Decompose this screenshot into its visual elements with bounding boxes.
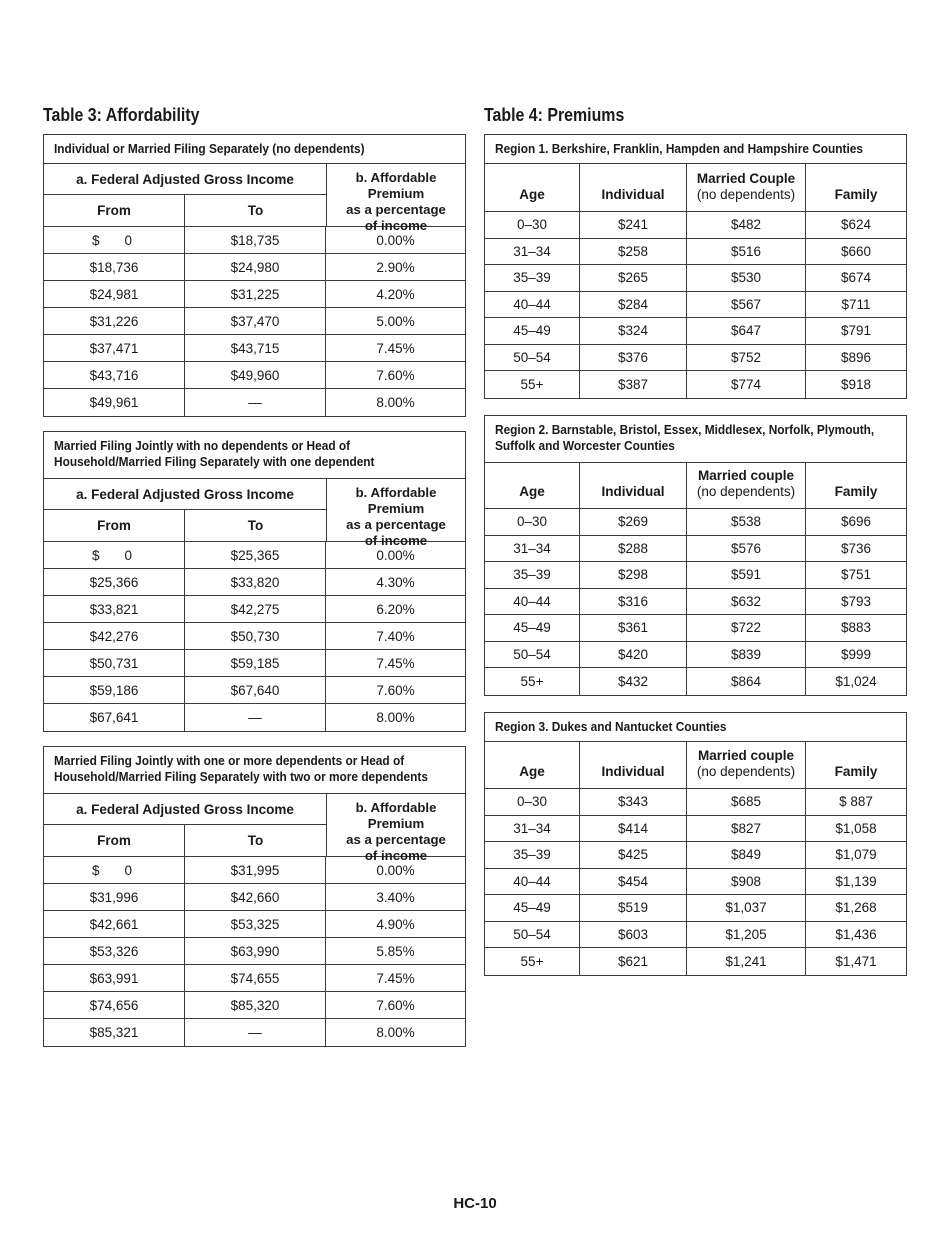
age-cell: 31–34	[485, 536, 580, 562]
married-cell: $908	[687, 869, 806, 895]
col-agi-label: a. Federal Adjusted Gross Income	[44, 479, 326, 510]
individual-cell: $298	[580, 562, 687, 588]
individual-cell: $269	[580, 509, 687, 535]
table-row	[485, 239, 906, 266]
percent-cell: 7.45%	[376, 970, 415, 986]
married-cell: $722	[687, 615, 806, 641]
age-cell: 55+	[485, 668, 580, 695]
table-body	[44, 227, 465, 416]
col-premium-label: b. Affordable Premium as a percentage of income	[326, 164, 465, 226]
percent-cell: 0.00%	[376, 232, 415, 248]
col-from-label: From	[44, 825, 185, 856]
age-cell: 45–49	[485, 615, 580, 641]
percent-cell: 3.40%	[376, 889, 415, 905]
from-cell: $63,991	[44, 965, 185, 991]
col-individual-label: Individual	[580, 742, 687, 788]
married-cell: $1,037	[687, 895, 806, 921]
from-cell	[44, 857, 185, 883]
to-cell: $18,735	[185, 227, 326, 253]
col-to-label: To	[247, 203, 264, 218]
family-cell: $674	[840, 270, 872, 286]
table-body	[44, 857, 465, 1046]
from-cell: $74,656	[44, 992, 185, 1018]
percent-cell: 4.30%	[376, 574, 415, 590]
from-cell: $37,471	[44, 335, 185, 361]
from-amount: 0	[124, 547, 132, 563]
family-cell: $1,024	[835, 673, 877, 689]
individual-cell: $241	[580, 212, 687, 238]
age-cell: 40–44	[485, 869, 580, 895]
table-body	[44, 542, 465, 731]
married-cell: $774	[687, 371, 806, 398]
individual-cell: $343	[580, 789, 687, 815]
to-cell: $50,730	[185, 623, 326, 649]
percent-cell: 7.45%	[376, 340, 415, 356]
family-cell: $ 887	[839, 794, 873, 810]
married-cell: $647	[687, 318, 806, 344]
table-body	[485, 789, 906, 975]
age-cell: 45–49	[485, 895, 580, 921]
col-individual-label: Individual	[580, 463, 687, 508]
age-cell: 40–44	[485, 292, 580, 318]
married-cell: $827	[687, 816, 806, 842]
married-cell: $482	[687, 212, 806, 238]
family-cell: $1,268	[835, 900, 877, 916]
individual-cell: $414	[580, 816, 687, 842]
family-cell: $793	[840, 593, 872, 609]
age-cell: 35–39	[485, 562, 580, 588]
age-cell: 0–30	[485, 212, 580, 238]
table-row	[44, 569, 465, 596]
age-cell: 45–49	[485, 318, 580, 344]
table-row	[44, 884, 465, 911]
table-row	[485, 292, 906, 319]
individual-cell: $621	[580, 948, 687, 975]
age-cell: 31–34	[485, 239, 580, 265]
table-row	[44, 677, 465, 704]
individual-cell: $603	[580, 922, 687, 948]
from-cell	[44, 542, 185, 568]
percent-cell: 8.00%	[376, 395, 415, 410]
percent-cell: 7.60%	[376, 682, 415, 698]
premium-region-3	[484, 712, 907, 976]
to-cell: $42,660	[185, 884, 326, 910]
individual-cell: $265	[580, 265, 687, 291]
affordability-table-3	[43, 746, 466, 1047]
family-cell: $791	[840, 323, 872, 339]
table-header	[485, 742, 906, 789]
table-row	[485, 842, 906, 869]
to-cell: $59,185	[185, 650, 326, 676]
age-cell: 55+	[485, 948, 580, 975]
from-cell: $24,981	[44, 281, 185, 307]
percent-cell: 7.40%	[376, 628, 415, 644]
from-amount: 0	[124, 862, 132, 878]
individual-cell: $316	[580, 589, 687, 615]
percent-cell: 7.45%	[376, 655, 415, 671]
individual-cell: $258	[580, 239, 687, 265]
percent-cell: 2.90%	[376, 259, 415, 275]
currency-symbol: $	[92, 862, 100, 878]
from-cell: $42,276	[44, 623, 185, 649]
from-cell: $18,736	[44, 254, 185, 280]
from-cell: $53,326	[44, 938, 185, 964]
table-header	[44, 479, 465, 548]
to-cell: $85,320	[185, 992, 326, 1018]
premium-region-2	[484, 415, 907, 696]
percent-cell: 8.00%	[376, 710, 415, 725]
married-cell: $685	[687, 789, 806, 815]
table-header	[44, 794, 465, 863]
to-cell: $25,365	[185, 542, 326, 568]
from-cell: $59,186	[44, 677, 185, 703]
family-cell: $1,058	[835, 820, 877, 836]
table-caption: Region 3. Dukes and Nantucket Counties	[485, 713, 906, 742]
col-married-label: Married couple (no dependents)	[687, 742, 806, 788]
to-cell: $33,820	[185, 569, 326, 595]
col-agi-label: a. Federal Adjusted Gross Income	[44, 794, 326, 825]
to-cell: $31,995	[185, 857, 326, 883]
col-married-label: Married couple (no dependents)	[687, 463, 806, 508]
table-caption: Individual or Married Filing Separately (no dependents)	[44, 135, 465, 164]
married-cell: $839	[687, 642, 806, 668]
family-cell: $1,079	[835, 847, 877, 863]
percent-cell: 5.85%	[376, 943, 415, 959]
table-row	[485, 642, 906, 669]
family-cell: $1,436	[835, 926, 877, 942]
col-family-label: Family	[834, 484, 878, 499]
to-cell: —	[185, 1019, 326, 1046]
family-cell: $660	[840, 243, 872, 259]
table-header	[485, 463, 906, 509]
premium-region-1	[484, 134, 907, 399]
table-row	[44, 965, 465, 992]
table-row	[485, 948, 906, 975]
table-row	[44, 335, 465, 362]
affordability-table-2	[43, 431, 466, 732]
married-cell: $530	[687, 265, 806, 291]
percent-cell: 8.00%	[376, 1025, 415, 1040]
table-row	[485, 265, 906, 292]
married-cell: $849	[687, 842, 806, 868]
table-row	[44, 281, 465, 308]
table-body	[485, 509, 906, 695]
table-row	[485, 816, 906, 843]
individual-cell: $376	[580, 345, 687, 371]
age-cell: 0–30	[485, 509, 580, 535]
from-cell: $25,366	[44, 569, 185, 595]
individual-cell: $288	[580, 536, 687, 562]
table-row	[485, 668, 906, 695]
family-cell: $751	[840, 567, 872, 583]
age-cell: 31–34	[485, 816, 580, 842]
married-cell: $1,241	[687, 948, 806, 975]
col-age-label: Age	[485, 164, 580, 211]
from-cell: $33,821	[44, 596, 185, 622]
family-cell: $1,139	[835, 873, 877, 889]
table-row	[44, 254, 465, 281]
table-row	[44, 992, 465, 1019]
col-family-label: Family	[834, 764, 878, 779]
married-cell: $516	[687, 239, 806, 265]
col-to-label: To	[247, 833, 264, 848]
individual-cell: $361	[580, 615, 687, 641]
family-cell: $1,471	[835, 953, 877, 969]
family-cell: $696	[840, 514, 872, 530]
table-row	[485, 318, 906, 345]
to-cell: $24,980	[185, 254, 326, 280]
percent-cell: 6.20%	[376, 601, 415, 617]
percent-cell: 0.00%	[376, 862, 415, 878]
table-row	[44, 308, 465, 335]
table-row	[485, 371, 906, 398]
col-premium-label: b. Affordable Premium as a percentage of income	[326, 794, 465, 856]
married-cell: $591	[687, 562, 806, 588]
to-cell: $63,990	[185, 938, 326, 964]
table-row	[485, 509, 906, 536]
table-caption: Region 1. Berkshire, Franklin, Hampden and Hampshire Counties	[485, 135, 906, 164]
table-header	[485, 164, 906, 212]
table-row	[485, 212, 906, 239]
individual-cell: $387	[580, 371, 687, 398]
married-cell: $538	[687, 509, 806, 535]
table-row	[485, 536, 906, 563]
currency-symbol: $	[92, 232, 100, 248]
to-cell: $53,325	[185, 911, 326, 937]
age-cell: 40–44	[485, 589, 580, 615]
table-row	[44, 911, 465, 938]
to-cell: $74,655	[185, 965, 326, 991]
to-cell: $31,225	[185, 281, 326, 307]
age-cell: 50–54	[485, 345, 580, 371]
individual-cell: $420	[580, 642, 687, 668]
percent-cell: 7.60%	[376, 997, 415, 1013]
individual-cell: $432	[580, 668, 687, 695]
table-row	[485, 789, 906, 816]
table-row	[44, 704, 465, 731]
to-cell: $37,470	[185, 308, 326, 334]
from-cell	[44, 227, 185, 253]
col-from-label: From	[44, 195, 185, 226]
married-cell: $632	[687, 589, 806, 615]
age-cell: 50–54	[485, 642, 580, 668]
table-caption: Region 2. Barnstable, Bristol, Essex, Middlesex, Norfolk, Plymouth, Suffolk and Worcester Counties	[485, 416, 906, 463]
family-cell: $918	[840, 376, 872, 392]
to-cell: $42,275	[185, 596, 326, 622]
table-header	[44, 164, 465, 233]
table-caption: Married Filing Jointly with one or more dependents or Head of Household/Married Filing Separately with two or more dependents	[44, 747, 465, 794]
from-cell: $85,321	[44, 1019, 185, 1046]
table3-title: Table 3: Affordability	[43, 104, 200, 125]
col-to-label: To	[247, 518, 264, 533]
affordability-table-1	[43, 134, 466, 417]
individual-cell: $284	[580, 292, 687, 318]
table-row	[44, 623, 465, 650]
percent-cell: 0.00%	[376, 547, 415, 563]
individual-cell: $519	[580, 895, 687, 921]
to-cell: $67,640	[185, 677, 326, 703]
col-individual-label: Individual	[580, 164, 687, 211]
percent-cell: 4.90%	[376, 916, 415, 932]
from-value	[44, 233, 184, 248]
individual-cell: $425	[580, 842, 687, 868]
percent-cell: 4.20%	[376, 286, 415, 302]
table-row	[44, 1019, 465, 1046]
table-caption: Married Filing Jointly with no dependents or Head of Household/Married Filing Separately with one dependent	[44, 432, 465, 479]
from-cell: $67,641	[44, 704, 185, 731]
col-family-label: Family	[834, 187, 878, 202]
table-row	[485, 345, 906, 372]
to-cell: —	[185, 389, 326, 416]
page-number: HC-10	[453, 1195, 497, 1212]
col-premium-label: b. Affordable Premium as a percentage of income	[326, 479, 465, 541]
currency-symbol: $	[92, 547, 100, 563]
table4-title: Table 4: Premiums	[484, 104, 625, 125]
family-cell: $883	[840, 620, 872, 636]
col-age-label: Age	[485, 742, 580, 788]
col-agi-label: a. Federal Adjusted Gross Income	[44, 164, 326, 195]
table-row	[485, 589, 906, 616]
age-cell: 0–30	[485, 789, 580, 815]
married-cell: $1,205	[687, 922, 806, 948]
individual-cell: $324	[580, 318, 687, 344]
family-cell: $711	[841, 296, 871, 312]
to-cell: —	[185, 704, 326, 731]
from-cell: $42,661	[44, 911, 185, 937]
table-row	[44, 362, 465, 389]
from-amount: 0	[124, 232, 132, 248]
married-cell: $576	[687, 536, 806, 562]
married-cell: $567	[687, 292, 806, 318]
family-cell: $736	[840, 540, 872, 556]
married-cell: $864	[687, 668, 806, 695]
age-cell: 55+	[485, 371, 580, 398]
to-cell: $49,960	[185, 362, 326, 388]
from-value	[44, 548, 184, 563]
from-cell: $49,961	[44, 389, 185, 416]
family-cell: $999	[840, 646, 872, 662]
col-from-label: From	[44, 510, 185, 541]
married-cell: $752	[687, 345, 806, 371]
from-cell: $43,716	[44, 362, 185, 388]
age-cell: 35–39	[485, 842, 580, 868]
to-cell: $43,715	[185, 335, 326, 361]
col-age-label: Age	[485, 463, 580, 508]
table-row	[485, 895, 906, 922]
table-row	[485, 562, 906, 589]
percent-cell: 5.00%	[376, 313, 415, 329]
table-row	[44, 938, 465, 965]
col-married-label: Married Couple (no dependents)	[687, 164, 806, 211]
age-cell: 35–39	[485, 265, 580, 291]
table-row	[485, 615, 906, 642]
family-cell: $896	[840, 349, 872, 365]
from-cell: $31,226	[44, 308, 185, 334]
table-row	[44, 389, 465, 416]
table-row	[44, 596, 465, 623]
family-cell: $624	[840, 217, 872, 233]
table-row	[485, 922, 906, 949]
table-row	[44, 650, 465, 677]
individual-cell: $454	[580, 869, 687, 895]
table-body	[485, 212, 906, 398]
from-value	[44, 863, 184, 878]
from-cell: $31,996	[44, 884, 185, 910]
table-row	[485, 869, 906, 896]
from-cell: $50,731	[44, 650, 185, 676]
percent-cell: 7.60%	[376, 367, 415, 383]
age-cell: 50–54	[485, 922, 580, 948]
